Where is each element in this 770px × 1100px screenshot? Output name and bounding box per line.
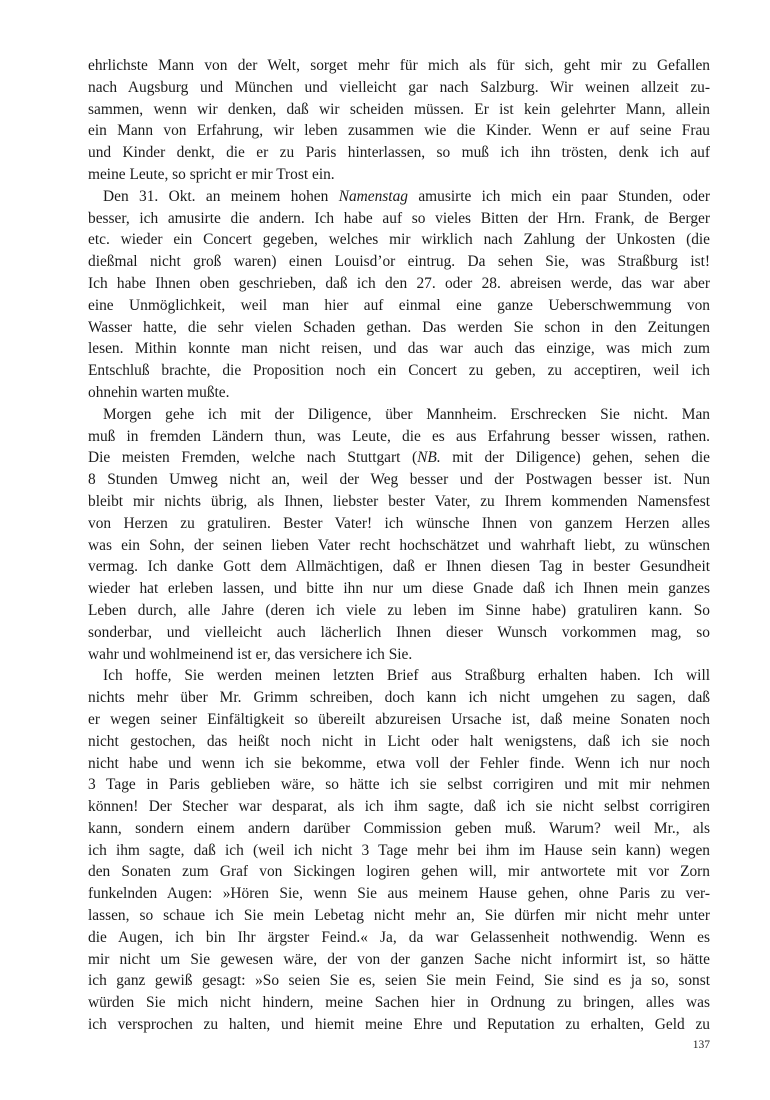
- text-segment: 8 Stunden Umweg nicht an, weil der Weg besser und der Postwagen besser ist. Nun: [88, 471, 710, 489]
- text-segment: sammen, wenn wir denken, daß wir scheiden müssen. Er ist kein gelehrter Mann, allein: [88, 100, 710, 118]
- text-segment: ein Mann von Erfahrung, wir leben zusammen wie die Kinder. Wenn er auf seine Frau: [88, 122, 710, 140]
- text-segment: ich ganz gewiß gesagt: »So seien Sie es, seien Sie mein Feind, Sie sind es ja so, sonst: [88, 972, 710, 990]
- text-segment: mir nicht um Sie gewesen wäre, der von der ganzen Sache nicht informirt ist, so hätte: [88, 950, 710, 968]
- text-line: [88, 142, 710, 164]
- text-segment: lesen. Mithin konnte man nicht reisen, und das war auch das einzige, was mich zum: [88, 340, 710, 358]
- text-segment: 3 Tage in Paris geblieben wäre, so hätte ich sie selbst corrigiren und mit mir nehmen: [88, 776, 710, 794]
- text-line: [88, 426, 710, 448]
- text-line: [88, 317, 710, 339]
- text-segment: er wegen seiner Einfältigkeit so übereilt abzureisen Ursache ist, daß meine Sonaten noch: [88, 710, 710, 728]
- text-segment: Ich hoffe, Sie werden meinen letzten Brief aus Straßburg erhalten haben. Ich will: [103, 667, 710, 685]
- page-number: 137: [692, 1039, 710, 1051]
- text-segment: amusirte ich mich ein paar Stunden, oder: [407, 187, 710, 205]
- text-line: [88, 491, 710, 513]
- text-line: [88, 382, 710, 404]
- text-line: [88, 905, 710, 927]
- text-line: [88, 927, 710, 949]
- text-line: [88, 578, 710, 600]
- text-segment: Entschluß brachte, die Proposition noch ein Concert zu geben, zu acceptiren, weil ich: [88, 362, 710, 380]
- text-segment: und Kinder denkt, die er zu Paris hinterlassen, so muß ich ihn trösten, denk ich auf: [88, 144, 710, 162]
- text-segment: etc. wieder ein Concert gegeben, welches mir wirklich nach Zahlung der Unkosten (die: [88, 231, 710, 249]
- text-segment: Morgen gehe ich mit der Diligence, über Mannheim. Erschrecken Sie nicht. Man: [103, 405, 710, 423]
- text-line: [88, 665, 710, 687]
- text-line: [88, 861, 710, 883]
- text-segment: funkelnden Augen: »Hören Sie, wenn Sie aus meinem Hause gehen, ohne Paris zu ver-: [88, 885, 710, 903]
- text-line: [88, 120, 710, 142]
- text-line: [88, 447, 710, 469]
- text-line: [88, 840, 710, 862]
- text-line: [88, 535, 710, 557]
- text-line: [88, 556, 710, 578]
- text-line: [88, 774, 710, 796]
- text-segment: ich versprochen zu halten, und hiemit meine Ehre und Reputation zu erhalten, Geld zu: [88, 1016, 710, 1034]
- text-line: [88, 186, 710, 208]
- text-segment: ohnehin warten mußte.: [88, 383, 230, 401]
- text-segment: Den 31. Okt. an meinem hohen: [103, 187, 339, 205]
- text-line: [88, 338, 710, 360]
- text-segment: wahr und wohlmeinend ist er, das versichere ich Sie.: [88, 645, 413, 663]
- text-segment: nicht habe und wenn ich sie bekomme, etwa voll der Fehler finde. Wenn ich nur noch: [88, 754, 710, 772]
- text-segment: ehrlichste Mann von der Welt, sorget mehr für mich als für sich, geht mir zu Gefallen: [88, 57, 710, 74]
- text-segment: was ein Sohn, der seinen lieben Vater recht hochschätzet und wahrhaft liebt, zu wünschen: [88, 536, 710, 554]
- text-line: [88, 818, 710, 840]
- text-line: [88, 469, 710, 491]
- text-segment: nicht gestochen, das heißt noch nicht in Licht oder halt wenigstens, daß ich sie noch: [88, 732, 710, 750]
- text-line: [88, 229, 710, 251]
- text-line: [88, 251, 710, 273]
- text-line: [88, 99, 710, 121]
- text-segment: eine Unmöglichkeit, weil man hier auf einmal eine ganze Ueberschwemmung von: [88, 296, 710, 314]
- text-content: [88, 55, 710, 1036]
- text-line: [88, 731, 710, 753]
- text-segment: besser, ich amusirte die andern. Ich habe auf so vieles Bitten der Hrn. Frank, de Berger: [88, 209, 710, 227]
- text-line: [88, 970, 710, 992]
- text-segment: wieder hat erleben lassen, und bitte ihn nur um diese Gnade daß ich Ihnen mein ganzes: [88, 580, 710, 598]
- text-line: [88, 360, 710, 382]
- text-line: [88, 55, 710, 77]
- text-segment: lassen, so schaue ich Sie mein Lebetag nicht mehr an, Sie dürfen mir nicht mehr unter: [88, 907, 710, 925]
- text-line: [88, 644, 710, 666]
- text-segment: den Sonaten zum Graf von Sickingen logiren gehen will, mir antwortete mit vor Zorn: [88, 863, 710, 881]
- text-line: [88, 992, 710, 1014]
- text-segment: vermag. Ich danke Gott dem Allmächtigen, daß er Ihnen diesen Tag in bester Gesundheit: [88, 558, 710, 576]
- text-line: [88, 600, 710, 622]
- text-segment: nach Augsburg und München und vielleicht gar nach Salzburg. Wir weinen allzeit zu-: [88, 78, 710, 96]
- text-segment: würden Sie mich nicht hindern, meine Sachen hier in Ordnung zu bringen, alles was: [88, 994, 710, 1012]
- text-line: [88, 77, 710, 99]
- text-segment: kann, sondern einem andern darüber Commission geben muß. Warum? weil Mr., als: [88, 819, 710, 837]
- text-line: [88, 949, 710, 971]
- text-segment: von Herzen zu gratuliren. Bester Vater! ich wünsche Ihnen von ganzem Herzen alles: [88, 514, 710, 532]
- text-segment: können! Der Stecher war desparat, als ich ihm sagte, daß ich sie nicht selbst corrigiren: [88, 798, 710, 816]
- text-line: [88, 295, 710, 317]
- text-segment: bleibt mir nichts übrig, als Ihnen, liebster bester Vater, zu Ihrem kommenden Namensfest: [88, 492, 710, 510]
- text-segment: nichts mehr über Mr. Grimm schreiben, doch kann ich nicht umgehen zu sagen, daß: [88, 689, 710, 707]
- text-line: [88, 709, 710, 731]
- text-line: [88, 164, 710, 186]
- italic-text: NB.: [417, 449, 441, 467]
- text-segment: die Augen, ich bin Ihr ärgster Feind.« Ja, da war Gelassenheit nothwendig. Wenn es: [88, 928, 710, 946]
- text-segment: muß in fremden Ländern thun, was Leute, die es aus Erfahrung besser wissen, rathen.: [88, 427, 710, 445]
- text-line: [88, 404, 710, 426]
- text-segment: Leben durch, alle Jahre (deren ich viele zu leben im Sinne habe) gratuliren kann. So: [88, 601, 710, 619]
- text-segment: meine Leute, so spricht er mir Trost ein.: [88, 165, 335, 183]
- text-line: [88, 687, 710, 709]
- text-line: [88, 796, 710, 818]
- text-segment: ich ihm sagte, daß ich (weil ich nicht 3 Tage mehr bei ihm im Hause sein kann) wegen: [88, 841, 710, 859]
- text-segment: mit der Diligence) gehen, sehen die: [440, 449, 710, 467]
- text-segment: sonderbar, und vielleicht auch lächerlich Ihnen dieser Wunsch vorkommen mag, so: [88, 623, 710, 641]
- text-line: [88, 622, 710, 644]
- text-line: [88, 273, 710, 295]
- text-segment: dießmal nicht groß waren) einen Louisd’or eintrug. Da sehen Sie, was Straßburg ist!: [88, 253, 710, 271]
- text-segment: Die meisten Fremden, welche nach Stuttgart (: [88, 449, 418, 467]
- text-line: [88, 753, 710, 775]
- italic-text: Namenstag: [338, 187, 408, 205]
- text-segment: Wasser hatte, die sehr vielen Schaden gethan. Das werden Sie schon in den Zeitungen: [88, 318, 710, 336]
- text-line: [88, 208, 710, 230]
- text-line: [88, 513, 710, 535]
- text-segment: Ich habe Ihnen oben geschrieben, daß ich den 27. oder 28. abreisen werde, das war aber: [88, 274, 710, 292]
- text-line: [88, 883, 710, 905]
- text-line: [88, 1014, 710, 1036]
